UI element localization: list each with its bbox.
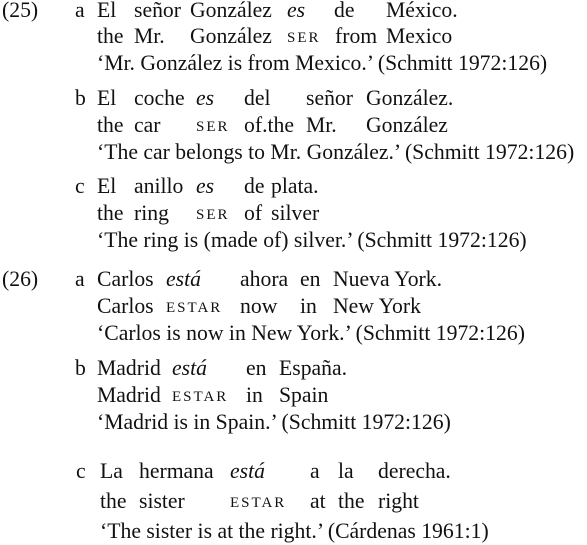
translation-row xyxy=(97,323,525,343)
source-word: señor xyxy=(134,0,181,22)
gloss-line xyxy=(0,26,587,46)
source-word: de xyxy=(334,0,355,22)
source-copula: está xyxy=(172,356,207,380)
citation: (Schmitt 1972:126) xyxy=(357,228,527,252)
source-copula: está xyxy=(166,267,201,291)
citation: (Cárdenas 1961:1) xyxy=(327,519,489,543)
source-line xyxy=(0,0,587,20)
source-copula: es xyxy=(196,174,215,198)
source-word: Madrid xyxy=(97,356,161,380)
gloss-word: of xyxy=(244,201,263,225)
source-word: de xyxy=(244,174,265,198)
translation-row xyxy=(97,53,547,73)
example-number: (26) xyxy=(2,267,39,291)
source-word: México. xyxy=(386,0,458,22)
gloss-word: at xyxy=(310,489,326,513)
source-line xyxy=(0,176,587,196)
source-word: derecha. xyxy=(378,459,451,483)
gloss-word: Mexico xyxy=(386,24,453,48)
gloss-word: sister xyxy=(139,489,185,513)
source-word: González xyxy=(190,0,272,22)
source-word: El xyxy=(97,86,117,110)
free-translation: ‘The car belongs to Mr. González.’ xyxy=(97,140,400,164)
source-word: España. xyxy=(279,356,348,380)
free-translation: ‘Mr. González is from Mexico.’ xyxy=(97,51,373,75)
translation-line xyxy=(0,323,587,343)
citation: (Schmitt 1972:126) xyxy=(377,51,548,75)
source-copula: está xyxy=(230,459,265,483)
gloss-line xyxy=(0,296,587,316)
gloss-word: Madrid xyxy=(97,383,161,407)
translation-line xyxy=(0,230,587,250)
translation-line xyxy=(0,412,587,432)
gloss-word: González xyxy=(190,24,272,48)
source-word: González. xyxy=(366,86,454,110)
source-word: plata. xyxy=(271,174,319,198)
gloss-copula: ESTAR xyxy=(172,389,229,406)
gloss-word: New York xyxy=(333,294,421,318)
gloss-copula: SER xyxy=(196,119,230,136)
gloss-word: the xyxy=(100,489,127,513)
source-copula: es xyxy=(287,0,306,22)
source-word: a xyxy=(310,459,320,483)
translation-line xyxy=(0,53,587,73)
gloss-word: Spain xyxy=(279,383,329,407)
gloss-word: Mr. xyxy=(306,113,337,137)
translation-row xyxy=(97,412,451,432)
translation-row xyxy=(97,142,574,162)
source-line xyxy=(0,461,587,481)
source-word: Carlos xyxy=(97,267,154,291)
translation-line xyxy=(0,521,587,541)
source-line xyxy=(0,88,587,108)
source-word: El xyxy=(97,0,117,22)
gloss-word: right xyxy=(378,489,419,513)
source-word: coche xyxy=(134,86,185,110)
free-translation: ‘Madrid is in Spain.’ xyxy=(97,410,277,434)
gloss-word: from xyxy=(335,24,378,48)
source-word: Nueva York. xyxy=(333,267,443,291)
gloss-copula: SER xyxy=(196,207,230,224)
free-translation: ‘Carlos is now in New York.’ xyxy=(97,321,351,345)
item-letter: a xyxy=(75,267,85,291)
gloss-line xyxy=(0,491,587,511)
source-line xyxy=(0,358,587,378)
item-letter: b xyxy=(75,356,86,380)
gloss-word: the xyxy=(97,201,124,225)
gloss-line xyxy=(0,203,587,223)
translation-line xyxy=(0,142,587,162)
gloss-word: Carlos xyxy=(97,294,154,318)
gloss-copula: ESTAR xyxy=(230,495,287,512)
source-word: la xyxy=(338,459,354,483)
item-letter: c xyxy=(75,174,85,198)
gloss-word: Mr. xyxy=(134,24,165,48)
free-translation: ‘The ring is (made of) silver.’ xyxy=(97,228,352,252)
gloss-copula: ESTAR xyxy=(166,300,223,317)
free-translation: ‘The sister is at the right.’ xyxy=(100,519,323,543)
citation: (Schmitt 1972:126) xyxy=(355,321,525,345)
item-letter: a xyxy=(75,0,85,22)
gloss-word: in xyxy=(246,383,263,407)
source-word: ahora xyxy=(240,267,289,291)
source-word: hermana xyxy=(139,459,214,483)
translation-row xyxy=(97,230,527,250)
gloss-word: the xyxy=(97,24,124,48)
source-word: El xyxy=(97,174,117,198)
translation-row xyxy=(100,521,489,541)
source-word: señor xyxy=(306,86,353,110)
source-word: La xyxy=(100,459,123,483)
source-copula: es xyxy=(196,86,215,110)
source-line xyxy=(0,269,587,289)
gloss-copula: SER xyxy=(287,30,321,47)
gloss-word: now xyxy=(240,294,278,318)
source-word: anillo xyxy=(134,174,184,198)
gloss-word: González xyxy=(366,113,448,137)
gloss-word: the xyxy=(97,113,124,137)
gloss-line xyxy=(0,385,587,405)
gloss-word: of.the xyxy=(244,113,294,137)
example-number: (25) xyxy=(2,0,39,22)
source-word: del xyxy=(244,86,271,110)
gloss-word: silver xyxy=(271,201,320,225)
gloss-word: the xyxy=(338,489,365,513)
gloss-word: car xyxy=(134,113,161,137)
item-letter: b xyxy=(75,86,86,110)
gloss-word: ring xyxy=(134,201,169,225)
gloss-line xyxy=(0,115,587,135)
gloss-word: in xyxy=(300,294,317,318)
citation: (Schmitt 1972:126) xyxy=(404,140,575,164)
item-letter: c xyxy=(76,459,86,483)
source-word: en xyxy=(300,267,321,291)
example-number-line xyxy=(0,269,587,289)
example-number-line xyxy=(0,0,587,20)
source-word: en xyxy=(246,356,267,380)
citation: (Schmitt 1972:126) xyxy=(281,410,451,434)
